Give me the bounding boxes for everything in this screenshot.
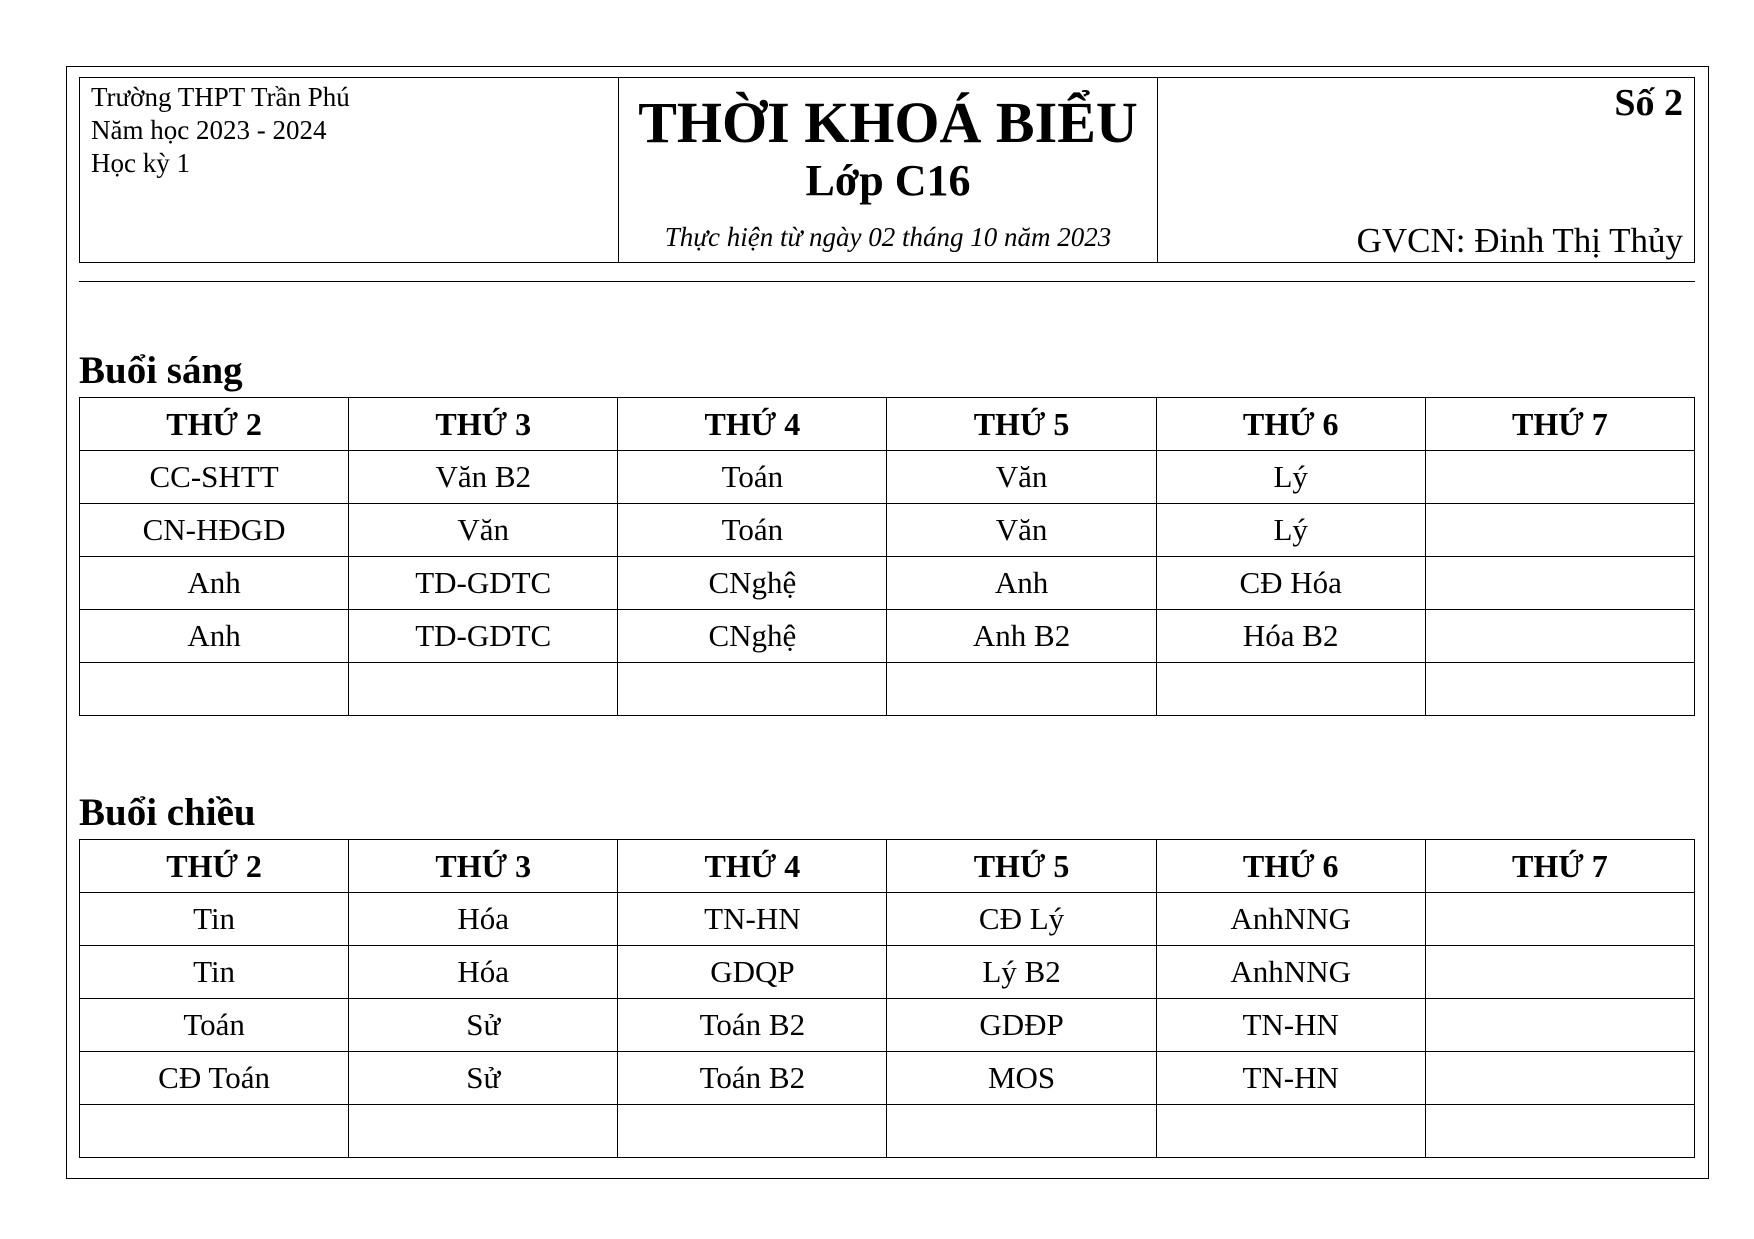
schedule-cell: Văn	[887, 504, 1156, 557]
afternoon-schedule-table	[79, 839, 1695, 1158]
day-header: THỨ 3	[349, 840, 618, 893]
table-row	[80, 1105, 1695, 1158]
schedule-cell: CC-SHTT	[80, 451, 349, 504]
schedule-cell: Hóa	[349, 893, 618, 946]
day-header: THỨ 5	[887, 840, 1156, 893]
schedule-cell	[1425, 451, 1694, 504]
schedule-cell: Văn	[349, 504, 618, 557]
header-box	[79, 77, 1695, 263]
schedule-cell	[80, 1105, 349, 1158]
doc-info	[1158, 78, 1694, 262]
schedule-cell: MOS	[887, 1052, 1156, 1105]
class-name: Lớp C16	[805, 156, 971, 205]
table-row	[80, 451, 1695, 504]
schedule-cell	[1425, 610, 1694, 663]
day-header: THỨ 2	[80, 840, 349, 893]
schedule-cell	[618, 663, 887, 716]
doc-number: Số 2	[1614, 82, 1683, 124]
schedule-cell: TD-GDTC	[349, 557, 618, 610]
schedule-cell: Sử	[349, 1052, 618, 1105]
header-divider	[79, 281, 1695, 282]
schedule-cell: Toán B2	[618, 999, 887, 1052]
schedule-cell: Tin	[80, 946, 349, 999]
schedule-cell: CNghệ	[618, 557, 887, 610]
schedule-cell: Tin	[80, 893, 349, 946]
day-header: THỨ 5	[887, 398, 1156, 451]
schedule-cell: Hóa	[349, 946, 618, 999]
schedule-cell	[618, 1105, 887, 1158]
schedule-cell	[1156, 663, 1425, 716]
schedule-cell	[1425, 663, 1694, 716]
schedule-cell	[1425, 1105, 1694, 1158]
schedule-cell: Anh	[80, 557, 349, 610]
table-row	[80, 893, 1695, 946]
schedule-cell: GDĐP	[887, 999, 1156, 1052]
schedule-cell: Hóa B2	[1156, 610, 1425, 663]
schedule-cell	[1156, 1105, 1425, 1158]
schedule-cell: Anh	[887, 557, 1156, 610]
schedule-cell: TN-HN	[618, 893, 887, 946]
schedule-cell	[349, 1105, 618, 1158]
morning-header-row	[80, 398, 1695, 451]
school-name: Trường THPT Trần Phú	[91, 82, 350, 112]
schedule-cell	[80, 663, 349, 716]
schedule-cell: TN-HN	[1156, 1052, 1425, 1105]
day-header: THỨ 2	[80, 398, 349, 451]
schedule-cell: CĐ Hóa	[1156, 557, 1425, 610]
schedule-cell: Văn B2	[349, 451, 618, 504]
schedule-cell	[1425, 504, 1694, 557]
school-year: Năm học 2023 - 2024	[91, 115, 327, 145]
afternoon-header-row	[80, 840, 1695, 893]
schedule-cell: AnhNNG	[1156, 946, 1425, 999]
schedule-cell	[887, 663, 1156, 716]
table-row	[80, 999, 1695, 1052]
schedule-cell	[1425, 999, 1694, 1052]
afternoon-section-title: Buổi chiều	[79, 791, 256, 834]
schedule-cell: TD-GDTC	[349, 610, 618, 663]
schedule-cell: CN-HĐGD	[80, 504, 349, 557]
day-header: THỨ 3	[349, 398, 618, 451]
schedule-cell: Toán B2	[618, 1052, 887, 1105]
semester: Học kỳ 1	[91, 148, 190, 178]
day-header: THỨ 6	[1156, 398, 1425, 451]
schedule-cell	[887, 1105, 1156, 1158]
homeroom-teacher: GVCN: Đinh Thị Thủy	[1356, 221, 1683, 260]
schedule-cell: GDQP	[618, 946, 887, 999]
schedule-cell: Văn	[887, 451, 1156, 504]
table-row	[80, 557, 1695, 610]
schedule-cell	[349, 663, 618, 716]
schedule-cell: CĐ Lý	[887, 893, 1156, 946]
schedule-cell: Lý B2	[887, 946, 1156, 999]
table-row	[80, 504, 1695, 557]
day-header: THỨ 6	[1156, 840, 1425, 893]
schedule-cell: Anh B2	[887, 610, 1156, 663]
schedule-cell	[1425, 893, 1694, 946]
table-row	[80, 1052, 1695, 1105]
schedule-cell: TN-HN	[1156, 999, 1425, 1052]
schedule-cell	[1425, 946, 1694, 999]
table-row	[80, 610, 1695, 663]
day-header: THỨ 7	[1425, 398, 1694, 451]
schedule-cell: CĐ Toán	[80, 1052, 349, 1105]
day-header: THỨ 4	[618, 840, 887, 893]
school-info	[80, 78, 619, 262]
effective-date: Thực hiện từ ngày 02 tháng 10 năm 2023	[664, 222, 1112, 252]
table-row	[80, 946, 1695, 999]
schedule-cell: Anh	[80, 610, 349, 663]
morning-section-title: Buổi sáng	[79, 349, 243, 392]
schedule-cell: Sử	[349, 999, 618, 1052]
schedule-cell	[1425, 1052, 1694, 1105]
morning-schedule-table	[79, 397, 1695, 716]
schedule-cell	[1425, 557, 1694, 610]
schedule-cell: AnhNNG	[1156, 893, 1425, 946]
day-header: THỨ 7	[1425, 840, 1694, 893]
day-header: THỨ 4	[618, 398, 887, 451]
page-title: THỜI KHOÁ BIỂU	[638, 90, 1138, 155]
schedule-cell: Lý	[1156, 504, 1425, 557]
schedule-cell: CNghệ	[618, 610, 887, 663]
schedule-cell: Toán	[618, 451, 887, 504]
schedule-cell: Toán	[618, 504, 887, 557]
title-block	[619, 78, 1158, 262]
schedule-cell: Toán	[80, 999, 349, 1052]
schedule-cell: Lý	[1156, 451, 1425, 504]
table-row	[80, 663, 1695, 716]
